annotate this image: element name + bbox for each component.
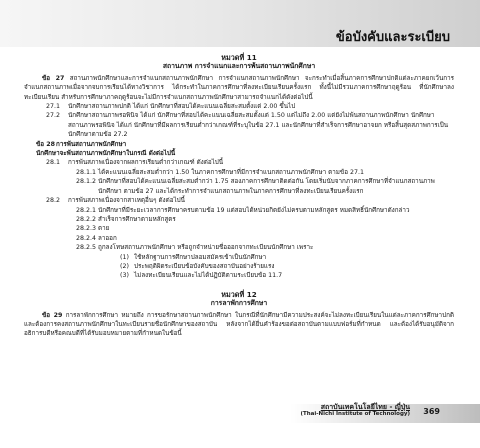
article-29-text: การลาพักการศึกษา หมายถึง การขอรักษาสถานภาพนักศึกษา ในกรณีที่นักศึกษามีความประสงค์จะไม่ลงทะเบียนเรียนในแต่ละภาคการศึกษาปกติและต้องการคงสถานภาพนักศึกษาในทะเบียนรายชื่อนักศึกษาของสถาบัน หลังจากได้ยื่นคำร้องขอต่อสถาบันตามแบบฟอร์มที่กำหนด และต้องได้รับอนุมัติจากอธิการบดีหรือคณบดีที่ได้รับมอบหมายตามที่กำหนดในข้อนี้: [24, 311, 454, 338]
article-28-heading: ข้อ 28 การพ้นสถานภาพนักศึกษา: [36, 140, 127, 148]
institute-name-th: สถาบันเทคโนโลยีไทย - ญี่ปุ่น: [320, 403, 410, 411]
list-item: 28.2 การพ้นสภาพเนื่องจากสาเหตุอื่นๆ ดังต่อไปนี้: [46, 197, 185, 205]
list-item: 28.2.1 นักศึกษาที่มีระยะเวลาการศึกษาครบตามข้อ 19 แต่สอบได้หน่วยกิตยังไม่ครบตามหลักสูตร หมดสิทธิ์นักศึกษาดังกล่าว: [76, 206, 410, 214]
article-28-subheading: นักศึกษาจะพ้นสถานภาพนักศึกษาในกรณี ดังต่อไปนี้: [36, 150, 176, 158]
page-footer: [0, 394, 480, 424]
list-item: (3) ไม่ลงทะเบียนเรียนและไม่ได้ปฏิบัติตามระเบียบข้อ 11.7: [120, 272, 283, 280]
chapter-11-title: หมวดที่ 11: [221, 53, 257, 62]
list-item: 28.2.3 ตาย: [76, 225, 110, 233]
article-27-text-2: ที่นักศึกษาลงทะเบียนเรียน สำหรับการศึกษาภาคฤดูร้อนจะไม่มีการจำแนกสถานภาพนักศึกษาสามารถจำแนกได้ดังต่อไปนี้: [24, 84, 454, 101]
list-item: (1) ใช้หลักฐานการศึกษาปลอมสมัครเข้าเป็นนักศึกษา: [120, 253, 267, 261]
article-27-text: สถานภาพนักศึกษาและการจำแนกสถานภาพนักศึกษา การจำแนกสถานภาพนักศึกษา จะกระทำเมื่อสิ้นภาคการศึกษาปกติแต่ละภาคยกเว้นการจำแนกสถานภาพเมื่อจากจบการเรียนได้ทางวิชาการ ได้กระทำในภาคการศึกษาที่ลงทะเบียนเรียนครั้งแรก ทั้งนี้ไม่มีรวมภาคการศึกษาฤดูร้อน: [24, 74, 454, 92]
list-item: (2) ประพฤติผิดระเบียบข้อบังคับของสถาบันอย่างร้ายแรง: [120, 262, 275, 270]
list-item: 27.1 นักศึกษาสถานภาพปกติ ได้แก่ นักศึกษาที่สอบได้คะแนนเฉลี่ยสะสมตั้งแต่ 2.00 ขึ้นไป: [46, 103, 296, 111]
chapter-12-title: หมวดที่ 12: [221, 289, 257, 299]
chapter-12-subtitle: การลาพักการศึกษา: [210, 299, 268, 308]
page-number: 369: [423, 407, 440, 416]
list-item: 28.2.4 ลาออก: [76, 234, 117, 242]
document-body: [24, 50, 454, 339]
list-item: 28.1 การพ้นสภาพเนื่องจากผลการเรียนต่ำกว่าเกณฑ์ ดังต่อไปนี้: [46, 159, 224, 167]
list-item: 28.2.5 ถูกลงโทษสถานภาพนักศึกษา หรือถูกจำหน่ายชื่อออกจากทะเบียนนักศึกษา เพราะ: [76, 244, 314, 252]
section-title: ข้อบังคับและระเบียบ: [335, 30, 450, 45]
article-29-number: ข้อ 29: [42, 311, 63, 319]
list-item: 28.1.1 ได้คะแนนเฉลี่ยสะสมต่ำกว่า 1.50 ในภาคการศึกษาที่มีการจำแนกสถานภาพนักศึกษา ตามข้อ 27.1: [76, 168, 365, 176]
institute-name-en: (Thai-Nichi Institute of Technology): [300, 411, 410, 417]
list-item: 27.2 นักศึกษาสถานภาพรอพินิจ ได้แก่ นักศึกษาที่สอบได้คะแนนเฉลี่ยสะสมตั้งแต่ 1.50 แต่ไม่ถึง 2.00 แต่ยังไม่พ้นสถานภาพนักศึกษา นักศึกษาสถานภาพรอพินิจ ได้แก่ นักศึกษาที่มีผลการเรียนต่ำกว่าเกณฑ์ที่ระบุในข้อ 27.1 และนักศึกษาที่สำเร็จการศึกษาอาจยก หรือสิ้นสุดสภาพการเป็นนักศึกษาตามข้อ 27.2: [46, 112, 449, 139]
article-29: [24, 311, 454, 339]
list-item: 28.1.2 นักศึกษาที่สอบได้คะแนนเฉลี่ยสะสมต่ำกว่า 1.75 สองภาคการศึกษาติดต่อกัน โดยเริ่มนับจากภาคการศึกษาที่จำแนกสถานภาพนักศึกษา ตามข้อ 27 และได้กระทำการจำแนกสถานภาพในภาคการศึกษาที่ลงทะเบียนเรียนครั้งแรก: [76, 178, 435, 195]
list-item: 28.2.2 สำเร็จการศึกษาตามหลักสูตร: [76, 215, 176, 223]
chapter-11-subtitle: สถานภาพ การจำแนกและการพ้นสถานภาพนักศึกษา: [162, 62, 316, 71]
article-27-number: ข้อ 27: [42, 74, 65, 82]
article-27: [24, 74, 454, 102]
